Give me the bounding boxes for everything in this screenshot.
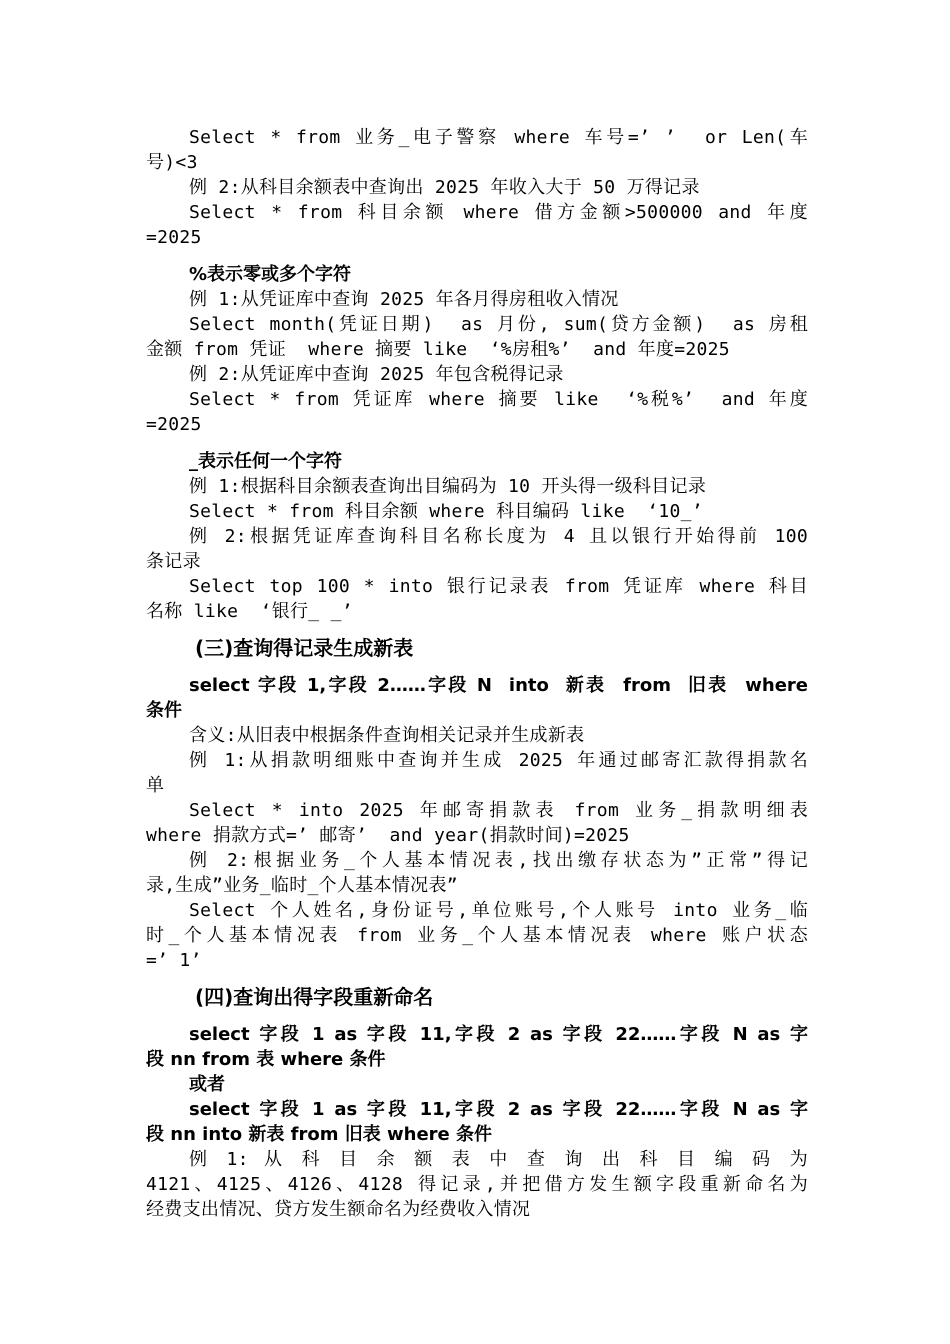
paragraph-text: Select * from 凭证库 where 摘要 like ‘%税%’ and 年度 (189, 389, 808, 410)
paragraph-text: 录,生成”业务_临时_个人基本情况表” (146, 875, 458, 896)
paragraph-text: 单 (146, 775, 165, 796)
subheading-percent-wildcard: %表示零或多个字符 (189, 264, 352, 285)
syntax-line: select 字段 1 as 字段 11,字段 2 as 字段 22……字段 N as 字 (189, 1024, 808, 1045)
section-heading: (三)查询得记录生成新表 (195, 636, 414, 660)
section-heading: (四)查询出得字段重新命名 (195, 985, 434, 1009)
paragraph-text: 例 1:从凭证库中查询 2025 年各月得房租收入情况 (189, 289, 619, 310)
paragraph-text: 条记录 (146, 551, 201, 572)
paragraph-text: Select 个人姓名,身份证号,单位账号,个人账号 into 业务_临 (189, 900, 808, 921)
paragraph-text: Select * from 业务_电子警察 where 车号=’ ’ or Len(车 (189, 127, 808, 148)
paragraph-text: 金额 from 凭证 where 摘要 like ‘%房租%’ and 年度=2025 (146, 339, 730, 360)
paragraph-text: =2025 (146, 227, 202, 248)
paragraph-text: 时_个人基本情况表 from 业务_个人基本情况表 where 账户状态 (146, 925, 808, 946)
paragraph-text: 例 2:根据业务_个人基本情况表,找出缴存状态为”正常”得记 (189, 850, 808, 871)
paragraph-text: 经费支出情况、贷方发生额命名为经费收入情况 (146, 1199, 531, 1220)
syntax-line: select 字段 1,字段 2……字段 N into 新表 from 旧表 where (189, 675, 808, 696)
paragraph-text: 名称 like ‘银行_ _’ (146, 601, 353, 622)
paragraph-text: Select * from 科目余额 where 借方金额>500000 and 年度 (189, 202, 808, 223)
paragraph-text: 例 2:从科目余额表中查询出 2025 年收入大于 50 万得记录 (189, 177, 700, 198)
paragraph-text: Select * from 科目余额 where 科目编码 like ‘10_’ (189, 501, 703, 522)
paragraph-text: 例 1:从捐款明细账中查询并生成 2025 年通过邮寄汇款得捐款名 (189, 750, 808, 771)
paragraph-text: 例 1: 从 科 目 余 额 表 中 查 询 出 科 目 编 码 为 (189, 1149, 808, 1170)
paragraph-text: 例 1:根据科目余额表查询出目编码为 10 开头得一级科目记录 (189, 476, 707, 497)
paragraph-text: =’ 1’ (146, 950, 202, 971)
syntax-line: 条件 (146, 700, 182, 721)
paragraph-text: 4121、4125、4126、4128 得记录,并把借方发生额字段重新命名为 (146, 1174, 808, 1195)
paragraph-text: Select month(凭证日期) as 月份, sum(贷方金额) as 房租 (189, 314, 808, 335)
paragraph-text: =2025 (146, 414, 202, 435)
syntax-line: 段 nn from 表 where 条件 (146, 1049, 386, 1070)
paragraph-text: Select * into 2025 年邮寄捐款表 from 业务_捐款明细表 (189, 800, 808, 821)
syntax-line: 或者 (189, 1074, 225, 1095)
paragraph-text: where 捐款方式=’ 邮寄’ and year(捐款时间)=2025 (146, 825, 630, 846)
subheading-underscore-wildcard: _表示任何一个字符 (189, 451, 342, 472)
paragraph-text: 例 2:从凭证库中查询 2025 年包含税得记录 (189, 364, 564, 385)
syntax-line: select 字段 1 as 字段 11,字段 2 as 字段 22……字段 N as 字 (189, 1099, 808, 1120)
paragraph-text: Select top 100 * into 银行记录表 from 凭证库 where 科目 (189, 576, 808, 597)
paragraph-text: 号)<3 (146, 152, 198, 173)
paragraph-text: 例 2:根据凭证库查询科目名称长度为 4 且以银行开始得前 100 (189, 526, 808, 547)
syntax-line: 段 nn into 新表 from 旧表 where 条件 (146, 1124, 493, 1145)
paragraph-text: 含义:从旧表中根据条件查询相关记录并生成新表 (189, 725, 585, 746)
